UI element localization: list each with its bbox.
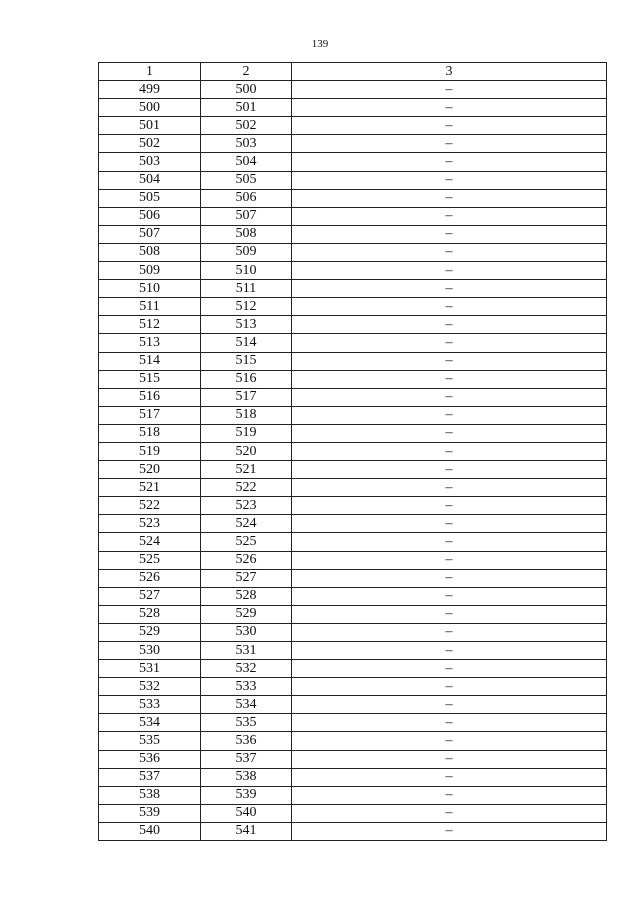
table-cell-col-2: 515 (201, 352, 292, 370)
table-cell-col-3: – (292, 334, 607, 352)
table-cell-col-1: 519 (99, 442, 201, 460)
table-cell-col-1: 533 (99, 696, 201, 714)
table-cell-col-3: – (292, 280, 607, 298)
table-row (99, 334, 607, 352)
table-cell-col-2: 504 (201, 153, 292, 171)
column-header-1: 1 (99, 63, 201, 81)
table-row (99, 99, 607, 117)
table-row (99, 605, 607, 623)
table-cell-col-1: 527 (99, 587, 201, 605)
table-cell-col-2: 503 (201, 135, 292, 153)
table-cell-col-3: – (292, 262, 607, 280)
table-cell-col-2: 511 (201, 280, 292, 298)
table-cell-col-3: – (292, 388, 607, 406)
table-row (99, 352, 607, 370)
table-row (99, 117, 607, 135)
table-cell-col-2: 522 (201, 479, 292, 497)
table-cell-col-1: 503 (99, 153, 201, 171)
table-cell-col-1: 540 (99, 822, 201, 840)
table-cell-col-3: – (292, 81, 607, 99)
table-cell-col-3: – (292, 316, 607, 334)
table-row (99, 298, 607, 316)
table-cell-col-1: 525 (99, 551, 201, 569)
table-cell-col-1: 517 (99, 406, 201, 424)
table-cell-col-3: – (292, 533, 607, 551)
table-cell-col-2: 500 (201, 81, 292, 99)
table-row (99, 479, 607, 497)
table-cell-col-2: 510 (201, 262, 292, 280)
table-cell-col-1: 514 (99, 352, 201, 370)
table-cell-col-1: 506 (99, 207, 201, 225)
table-cell-col-3: – (292, 189, 607, 207)
table-cell-col-3: – (292, 99, 607, 117)
table-cell-col-1: 535 (99, 732, 201, 750)
table-cell-col-2: 523 (201, 497, 292, 515)
table-row (99, 207, 607, 225)
table-cell-col-3: – (292, 207, 607, 225)
column-header-3: 3 (292, 63, 607, 81)
table-cell-col-1: 524 (99, 533, 201, 551)
table-cell-col-2: 506 (201, 189, 292, 207)
table-cell-col-3: – (292, 660, 607, 678)
table-row (99, 732, 607, 750)
table-cell-col-3: – (292, 804, 607, 822)
table-cell-col-3: – (292, 225, 607, 243)
table-cell-col-2: 529 (201, 605, 292, 623)
table-row (99, 822, 607, 840)
table-row (99, 461, 607, 479)
table-cell-col-3: – (292, 406, 607, 424)
table-row (99, 424, 607, 442)
table-cell-col-2: 513 (201, 316, 292, 334)
table-row (99, 135, 607, 153)
table-cell-col-2: 530 (201, 623, 292, 641)
table-cell-col-1: 538 (99, 786, 201, 804)
table-row (99, 533, 607, 551)
table-row (99, 678, 607, 696)
table-row (99, 623, 607, 641)
table-cell-col-2: 533 (201, 678, 292, 696)
table-cell-col-2: 536 (201, 732, 292, 750)
table-row (99, 569, 607, 587)
table-cell-col-2: 534 (201, 696, 292, 714)
table-cell-col-2: 508 (201, 225, 292, 243)
table-cell-col-2: 507 (201, 207, 292, 225)
table-row (99, 804, 607, 822)
table-cell-col-1: 536 (99, 750, 201, 768)
table-cell-col-3: – (292, 569, 607, 587)
table-cell-col-2: 532 (201, 660, 292, 678)
table-row (99, 587, 607, 605)
table-cell-col-2: 512 (201, 298, 292, 316)
table-cell-col-3: – (292, 352, 607, 370)
table-cell-col-2: 541 (201, 822, 292, 840)
table-cell-col-2: 519 (201, 424, 292, 442)
table-cell-col-3: – (292, 153, 607, 171)
table-cell-col-1: 522 (99, 497, 201, 515)
table-cell-col-3: – (292, 642, 607, 660)
table-cell-col-3: – (292, 714, 607, 732)
table-row (99, 262, 607, 280)
table-cell-col-1: 530 (99, 642, 201, 660)
table-cell-col-1: 539 (99, 804, 201, 822)
table-cell-col-3: – (292, 243, 607, 261)
table-row (99, 768, 607, 786)
table-cell-col-3: – (292, 461, 607, 479)
table-cell-col-1: 526 (99, 569, 201, 587)
table-cell-col-1: 521 (99, 479, 201, 497)
table-row (99, 515, 607, 533)
table-cell-col-1: 511 (99, 298, 201, 316)
table-cell-col-1: 510 (99, 280, 201, 298)
table-cell-col-2: 540 (201, 804, 292, 822)
table-cell-col-2: 501 (201, 99, 292, 117)
table-cell-col-1: 516 (99, 388, 201, 406)
table-row (99, 388, 607, 406)
table-cell-col-3: – (292, 768, 607, 786)
table-cell-col-3: – (292, 135, 607, 153)
table-cell-col-1: 534 (99, 714, 201, 732)
table-cell-col-3: – (292, 587, 607, 605)
table-cell-col-1: 523 (99, 515, 201, 533)
table-cell-col-2: 538 (201, 768, 292, 786)
table-cell-col-2: 521 (201, 461, 292, 479)
table-cell-col-1: 508 (99, 243, 201, 261)
table-cell-col-1: 518 (99, 424, 201, 442)
table-cell-col-3: – (292, 678, 607, 696)
table-cell-col-2: 526 (201, 551, 292, 569)
table-header-row (99, 63, 607, 81)
table-cell-col-1: 529 (99, 623, 201, 641)
table-cell-col-3: – (292, 424, 607, 442)
table-cell-col-2: 517 (201, 388, 292, 406)
table-cell-col-2: 505 (201, 171, 292, 189)
table-row (99, 316, 607, 334)
table-cell-col-1: 509 (99, 262, 201, 280)
table-cell-col-1: 504 (99, 171, 201, 189)
table-cell-col-1: 528 (99, 605, 201, 623)
table-cell-col-2: 509 (201, 243, 292, 261)
table-cell-col-3: – (292, 117, 607, 135)
table-row (99, 642, 607, 660)
table-cell-col-2: 531 (201, 642, 292, 660)
table-row (99, 497, 607, 515)
table-row (99, 551, 607, 569)
table-cell-col-3: – (292, 551, 607, 569)
table-cell-col-1: 512 (99, 316, 201, 334)
table-cell-col-3: – (292, 822, 607, 840)
table-cell-col-3: – (292, 479, 607, 497)
table-cell-col-2: 539 (201, 786, 292, 804)
table-row (99, 171, 607, 189)
table-cell-col-1: 499 (99, 81, 201, 99)
table-cell-col-3: – (292, 623, 607, 641)
table-cell-col-1: 500 (99, 99, 201, 117)
table-cell-col-1: 505 (99, 189, 201, 207)
table-cell-col-3: – (292, 497, 607, 515)
table-cell-col-2: 537 (201, 750, 292, 768)
data-table (98, 62, 607, 841)
table-row (99, 280, 607, 298)
table-cell-col-1: 502 (99, 135, 201, 153)
table-cell-col-2: 520 (201, 442, 292, 460)
table-cell-col-1: 507 (99, 225, 201, 243)
table-row (99, 660, 607, 678)
table-cell-col-3: – (292, 786, 607, 804)
table-row (99, 189, 607, 207)
table-row (99, 370, 607, 388)
table-cell-col-3: – (292, 696, 607, 714)
table-row (99, 153, 607, 171)
column-header-2: 2 (201, 63, 292, 81)
table-cell-col-2: 502 (201, 117, 292, 135)
table-cell-col-3: – (292, 750, 607, 768)
table-cell-col-2: 535 (201, 714, 292, 732)
table-row (99, 225, 607, 243)
table-cell-col-2: 514 (201, 334, 292, 352)
table-cell-col-2: 524 (201, 515, 292, 533)
table-row (99, 750, 607, 768)
table-cell-col-1: 531 (99, 660, 201, 678)
table-cell-col-2: 527 (201, 569, 292, 587)
table-row (99, 442, 607, 460)
table-cell-col-3: – (292, 515, 607, 533)
table-cell-col-2: 528 (201, 587, 292, 605)
table-cell-col-3: – (292, 370, 607, 388)
table-cell-col-1: 520 (99, 461, 201, 479)
table-cell-col-3: – (292, 605, 607, 623)
table-cell-col-1: 537 (99, 768, 201, 786)
table-cell-col-2: 516 (201, 370, 292, 388)
table-cell-col-1: 501 (99, 117, 201, 135)
table-cell-col-1: 515 (99, 370, 201, 388)
table-cell-col-1: 532 (99, 678, 201, 696)
table-cell-col-3: – (292, 171, 607, 189)
table-cell-col-1: 513 (99, 334, 201, 352)
table-cell-col-3: – (292, 442, 607, 460)
table-cell-col-2: 518 (201, 406, 292, 424)
table-cell-col-3: – (292, 298, 607, 316)
table-row (99, 786, 607, 804)
table-row (99, 406, 607, 424)
table-body (99, 81, 607, 841)
table-row (99, 243, 607, 261)
table-cell-col-2: 525 (201, 533, 292, 551)
page-number: 139 (311, 38, 329, 50)
table-row (99, 714, 607, 732)
table-cell-col-3: – (292, 732, 607, 750)
table-row (99, 81, 607, 99)
table-row (99, 696, 607, 714)
